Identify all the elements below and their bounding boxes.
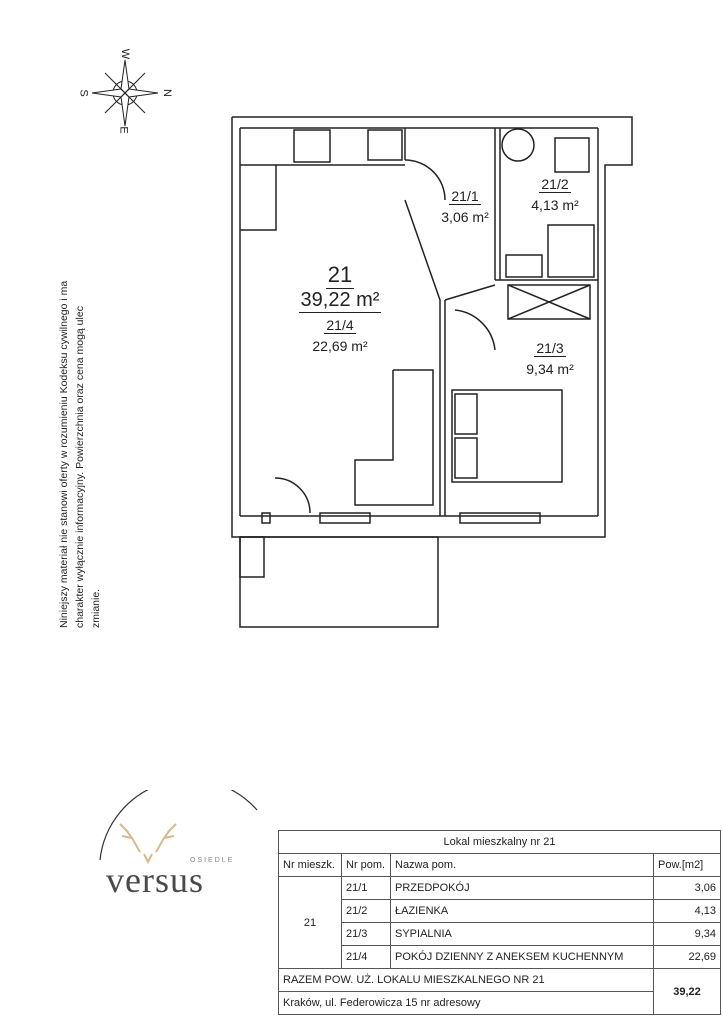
compass-s-label: S	[77, 89, 90, 97]
room-21-2-area: 4,13 m²	[531, 197, 579, 213]
compass-w-label: W	[119, 48, 132, 60]
room-21-2-no: 21/2	[541, 176, 569, 192]
room-21-3-area: 9,34 m²	[526, 361, 574, 377]
row-area: 9,34	[654, 923, 721, 946]
row-area: 4,13	[654, 900, 721, 923]
disclaimer-text: Niniejszy materiał nie stanowi oferty w rozumieniu Kodeksu cywilnego i ma charakter wyłącznie informacyjny. Powierzchnia oraz cena mogą ulec zmianie.	[58, 280, 102, 628]
row-no: 21/4	[342, 946, 391, 969]
table-row	[279, 946, 721, 969]
table-row	[279, 923, 721, 946]
row-area: 3,06	[654, 877, 721, 900]
unit-label	[290, 262, 390, 354]
apt-number-cell: 21	[279, 877, 342, 969]
room-21-1-area: 3,06 m²	[441, 209, 489, 225]
room-21-3-label	[510, 340, 590, 377]
room-21-1-label	[425, 188, 505, 225]
header-room: Nr pom.	[342, 854, 391, 877]
room-21-4-area: 22,69 m²	[312, 338, 368, 354]
room-21-2-label	[515, 176, 595, 213]
row-no: 21/2	[342, 900, 391, 923]
apartment-table	[278, 830, 721, 1015]
total-value: 39,22	[654, 969, 721, 1015]
row-area: 22,69	[654, 946, 721, 969]
row-name: POKÓJ DZIENNY Z ANEKSEM KUCHENNYM	[391, 946, 654, 969]
room-21-1-no: 21/1	[451, 188, 479, 204]
header-name: Nazwa pom.	[391, 854, 654, 877]
table-title: Lokal mieszkalny nr 21	[279, 831, 721, 854]
address-text: Kraków, ul. Federowicza 15 nr adresowy	[279, 992, 654, 1015]
table-row	[279, 877, 721, 900]
table-row	[279, 900, 721, 923]
versus-logo	[92, 790, 262, 930]
header-area: Pow.[m2]	[654, 854, 721, 877]
row-no: 21/1	[342, 877, 391, 900]
row-name: SYPIALNIA	[391, 923, 654, 946]
row-name: PRZEDPOKÓJ	[391, 877, 654, 900]
header-apt: Nr mieszk.	[279, 854, 342, 877]
total-label: RAZEM POW. UŻ. LOKALU MIESZKALNEGO NR 21	[279, 969, 654, 992]
compass-n-label: N	[160, 89, 173, 97]
row-no: 21/3	[342, 923, 391, 946]
room-21-4-no: 21/4	[326, 317, 354, 333]
row-name: ŁAZIENKA	[391, 900, 654, 923]
unit-number: 21	[327, 262, 353, 287]
compass-e-label: E	[117, 126, 130, 134]
logo-word: versus	[106, 860, 204, 900]
room-21-3-no: 21/3	[536, 340, 564, 356]
compass-rose-icon	[92, 60, 158, 126]
unit-area: 39,22 m²	[300, 289, 380, 311]
logo-small-text: OSIEDLE	[190, 857, 235, 864]
